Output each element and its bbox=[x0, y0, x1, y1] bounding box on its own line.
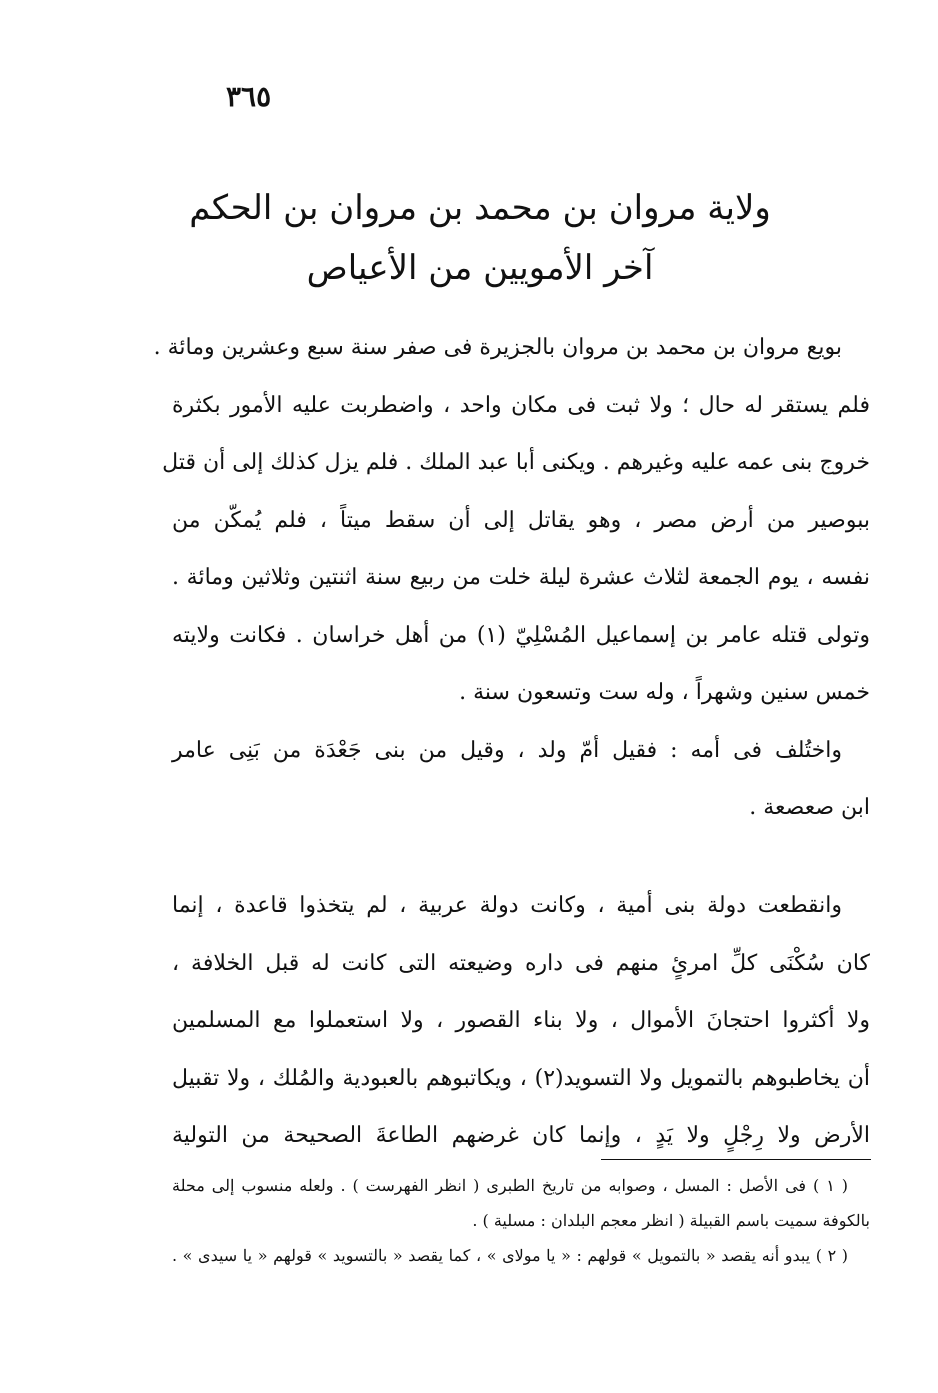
footnote-divider bbox=[601, 1159, 871, 1160]
chapter-title-line-2: آخر الأمويين من الأعياص bbox=[306, 248, 654, 288]
text-line: ببوصير من أرض مصر ، وهو يقاتل إلى أن سقط ميتاً ، فلم يُمكّن من bbox=[172, 507, 870, 533]
text-line: واختُلف فى أمه : فقيل أمّ ولد ، وقيل من بنى جَعْدَة من بَنِى عامر bbox=[172, 737, 842, 763]
footnotes bbox=[172, 1168, 870, 1273]
footnote-line: ( ٢ ) يبدو أنه يقصد « بالتمويل » قولهم : « يا مولاى » ، كما يقصد « بالتسويد » قولهم « يا سيدى » . bbox=[172, 1246, 848, 1265]
text-line: وانقطعت دولة بنى أمية ، وكانت دولة عربية ، لم يتخذوا قاعدة ، إنما bbox=[172, 893, 842, 918]
text-line: أن يخاطبوهم بالتمويل ولا التسويد(٢) ، ويكاتبوهم بالعبودية والمُلك ، ولا تقبيل bbox=[172, 1065, 870, 1091]
text-line: ولا أكثروا احتجانَ الأموال ، ولا بناء القصور ، ولا استعملوا مع المسلمين bbox=[172, 1008, 870, 1033]
main-paragraphs-1 bbox=[153, 319, 870, 837]
chapter-title-line-1: ولاية مروان بن محمد بن مروان بن الحكم bbox=[189, 188, 771, 228]
text-line: خمس سنين وشهراً ، وله ست وتسعون سنة . bbox=[459, 680, 870, 705]
text-line: وتولى قتله عامر بن إسماعيل المُسْلِيّ (١) من أهل خراسان . فكانت ولايته bbox=[172, 622, 870, 648]
page-number: ٣٦٥ bbox=[226, 80, 272, 113]
text-line: فلم يستقر له حال ؛ ولا ثبت فى مكان واحد ، واضطربت عليه الأمور بكثرة bbox=[172, 392, 870, 418]
text-line: ابن صعصعة . bbox=[749, 795, 870, 820]
footnote-line: بالكوفة سميت باسم القبيلة ( انظر معجم البلدان : مسلية ) . bbox=[472, 1211, 870, 1230]
text-line: نفسه ، يوم الجمعة لثلاث عشرة ليلة خلت من ربيع سنة اثنتين وثلاثين ومائة . bbox=[172, 565, 870, 590]
main-paragraphs-2 bbox=[172, 877, 870, 1165]
chapter-title bbox=[180, 178, 780, 298]
text-line: الأرض ولا رِجْلٍ ولا يَدٍ ، وإنما كان غرضهم الطاعةَ الصحيحة من التولية bbox=[172, 1123, 870, 1148]
text-line: بويع مروان بن محمد بن مروان بالجزيرة فى صفر سنة سبع وعشرين ومائة . bbox=[153, 335, 842, 360]
footnote-line: ( ١ ) فى الأصل : المسل ، وصوابه من تاريخ الطبرى ( انظر الفهرست ) . ولعله منسوب إلى محلة bbox=[172, 1176, 848, 1195]
text-line: كان سُكْنَى كلِّ امرئٍ منهم فى داره وضيعته التى كانت له قبل الخلافة ، bbox=[172, 950, 870, 976]
text-line: خروج بنى عمه عليه وغيرهم . ويكنى أبا عبد الملك . فلم يزل كذلك إلى أن قتل bbox=[162, 450, 870, 475]
